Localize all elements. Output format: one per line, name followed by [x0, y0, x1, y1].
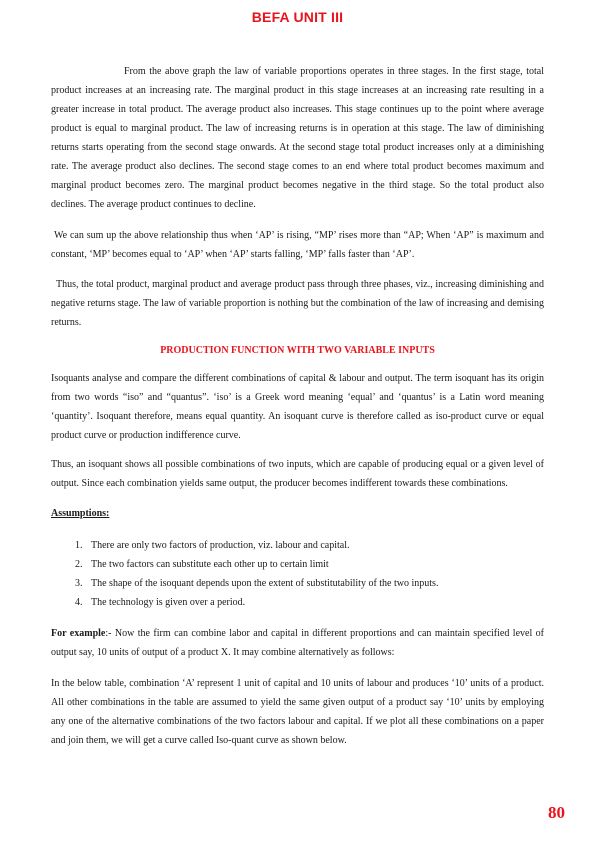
- assumptions-heading: Assumptions:: [51, 508, 110, 519]
- paragraph-example: [51, 624, 544, 662]
- list-item: 4. The technology is given over a period.: [85, 593, 544, 612]
- list-item: 3. The shape of the isoquant depends upon the extent of substitutability of the two inputs.: [85, 574, 544, 593]
- paragraph-phases: Thus, the total product, marginal product and average product pass through three phases, viz., increasing diminishing and negative returns stage. The law of variable proportion is nothing but the combination of the law of increasing and demising returns.: [51, 279, 544, 328]
- example-lead: For example: [51, 628, 106, 639]
- paragraph-summary: We can sum up the above relationship thus when ‘AP’ is rising, “MP’ rises more than “AP; When ‘AP” is maximum and constant, ‘MP’ becomes equal to ‘AP’ when ‘AP’ starts falling, ‘MP’ falls faster than ‘AP’.: [51, 230, 544, 260]
- example-text: :- Now the firm can combine labor and capital in different proportions and can maintain specified level of output say, 10 units of output of a product X. It may combine alternatively as follows:: [51, 628, 544, 658]
- page-header-title: BEFA UNIT III: [251, 9, 344, 25]
- list-item: 2. The two factors can substitute each other up to certain limit: [85, 555, 544, 574]
- paragraph-stages: From the above graph the law of variable proportions operates in three stages. In the first stage, total product increases at an increasing rate. The marginal product in this stage increases at an increasing rate resulting in a greater increase in total product. The average product also increases. This stage continues up to the point where average product is equal to marginal product. The law of increasing returns is in operation at this stage. The law of diminishing returns starts operating from the second stage onwards. At the second stage total product increases only at a diminishing rate. The average product also declines. The second stage comes to an end where total product becomes maximum and marginal product becomes zero. The marginal product becomes negative in the third stage. So the total product also declines. The average product continues to decline.: [51, 66, 544, 210]
- document-body: [51, 62, 544, 750]
- paragraph-isoquant-combinations: Thus, an isoquant shows all possible combinations of two inputs, which are capable of producing equal or a given level of output. Since each combination yields same output, the producer becomes indifferent towards these combinations.: [51, 459, 544, 489]
- paragraph-table-intro: In the below table, combination ‘A’ represent 1 unit of capital and 10 units of labour and produces ‘10’ units of a product. All other combinations in the table are assumed to yield the same given output of a product say ‘10’ units by employing any one of the alternative combinations of the two factors labour and capital. If we plot all these combinations on a paper and join them, we will get a curve called Iso-quant curve as shown below.: [51, 678, 544, 746]
- section-heading: PRODUCTION FUNCTION WITH TWO VARIABLE INPUTS: [160, 345, 435, 356]
- list-item: 1. There are only two factors of production, viz. labour and capital.: [85, 536, 544, 555]
- assumptions-list: [51, 536, 544, 612]
- paragraph-isoquant-definition: Isoquants analyse and compare the different combinations of capital & labour and output. The term isoquant has its origin from two words “iso” and “quantus”. ‘iso’ is a Greek word meaning ‘equal’ and ‘quantus’ is a Latin word meaning ‘quantity’. Isoquant therefore, means equal quantity. An isoquant curve is therefore called as iso-product curve or equal product curve or production indifference curve.: [51, 373, 544, 441]
- page-number: 80: [548, 803, 565, 822]
